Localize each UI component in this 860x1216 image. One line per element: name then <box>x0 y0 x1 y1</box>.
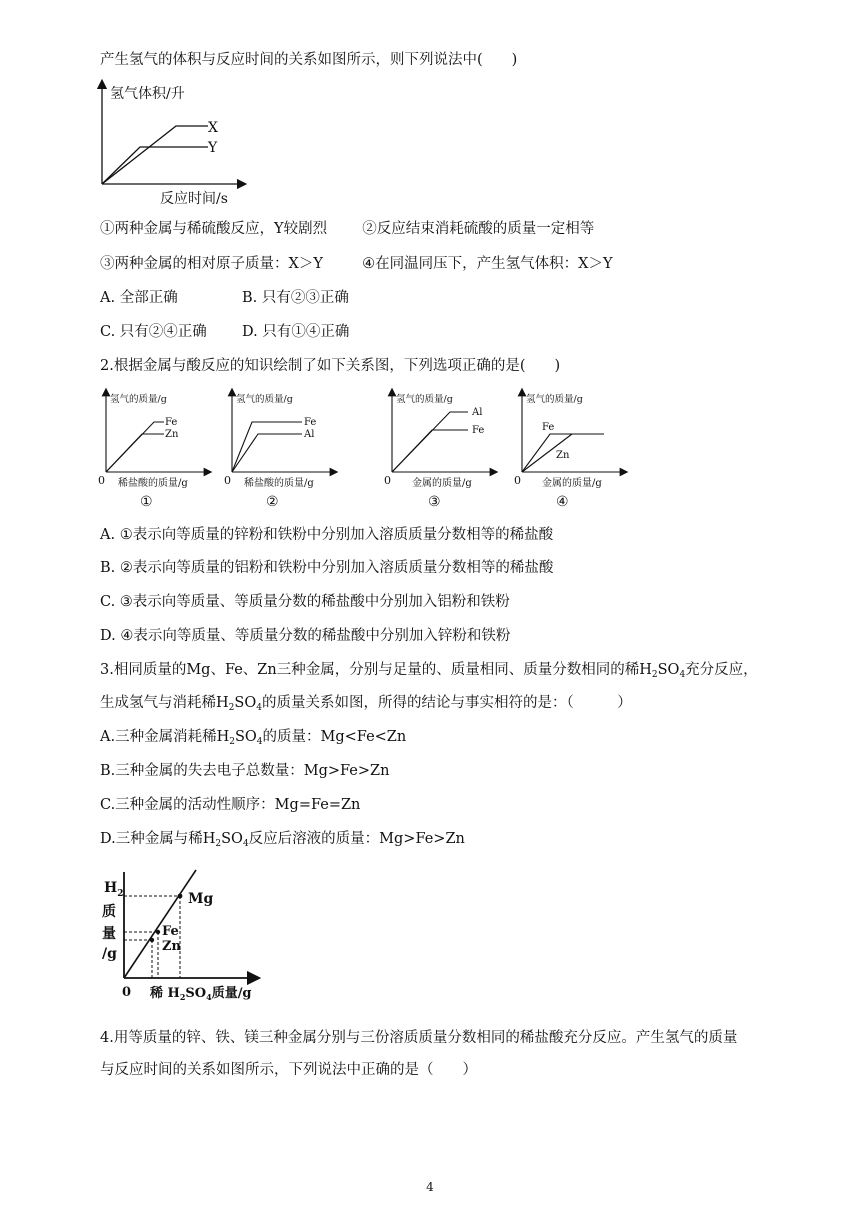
q3-ylabel-h2: $H_2$ <box>104 880 124 899</box>
q2-g2-number: ② <box>266 494 279 510</box>
q1-ylabel: 氢气体积/升 <box>110 86 185 102</box>
q1-series-y-label: Y <box>208 140 218 156</box>
q2-g3-series-fe: Fe <box>472 425 485 436</box>
q1-statements-row2 <box>100 254 613 274</box>
q2-g3-number: ③ <box>428 494 441 510</box>
q3-ylabel-zhi: 质 <box>102 904 116 920</box>
q3-graph <box>96 862 276 1007</box>
q2-g3-line-fe <box>392 430 468 472</box>
q2-stem: 2.根据金属与酸反应的知识绘制了如下关系图，下列选项正确的是( ) <box>100 358 561 374</box>
q2-option-a[interactable]: A. ①表示向等质量的锌粉和铁粉中分别加入溶质质量分数相等的稀盐酸 <box>100 527 554 543</box>
q1-option-a[interactable]: A. 全部正确 <box>100 290 178 306</box>
q2-g3-origin: 0 <box>384 474 391 487</box>
q3-label-zn: Zn <box>162 939 181 954</box>
q2-option-b[interactable]: B. ②表示向等质量的铝粉和铁粉中分别加入溶质质量分数相等的稀盐酸 <box>100 560 554 576</box>
q2-g4-series-fe: Fe <box>542 422 555 433</box>
page-number: 4 <box>426 1180 434 1194</box>
q2-g2-line-al <box>232 434 302 472</box>
q2-g4-xlabel: 金属的质量/g <box>542 478 602 489</box>
q3-stem-line1: 3.相同质量的Mg、Fe、Zn三种金属，分别与足量的、质量相同、质量分数相同的稀$H_2SO_4$充分反应， <box>100 662 758 680</box>
q1-statement-3: ③两种金属的相对原子质量：X＞Y <box>100 256 323 272</box>
q2-g1-line-fe <box>106 422 164 472</box>
q2-g2-xlabel: 稀盐酸的质量/g <box>244 478 314 489</box>
q2-g1-origin: 0 <box>98 474 105 487</box>
q2-g2-origin: 0 <box>224 474 231 487</box>
q1-option-c[interactable]: C. 只有②④正确 <box>100 324 207 340</box>
q1-statement-1: ①两种金属与稀硫酸反应，Y较剧烈 <box>100 221 328 237</box>
q1-statements-row1 <box>100 219 594 239</box>
q2-g4-number: ④ <box>556 494 569 510</box>
q1-intro: 产生氢气的体积与反应时间的关系如图所示，则下列说法中( ) <box>100 52 518 68</box>
q2-g1-line-zn <box>106 434 164 472</box>
q1-xlabel: 反应时间/s <box>160 191 228 207</box>
q3-ylabel-unit: /g <box>102 946 117 962</box>
q2-option-d[interactable]: D. ④表示向等质量、等质量分数的稀盐酸中分别加入锌粉和铁粉 <box>100 628 511 644</box>
q3-stem-line2: 生成氢气与消耗稀$H_2SO_4$的质量关系如图，所得的结论与事实相符的是：（ ） <box>100 695 632 713</box>
q3-option-b[interactable]: B.三种金属的失去电子总数量：Mg>Fe>Zn <box>100 763 390 779</box>
q2-g3-ylabel: 氢气的质量/g <box>396 394 453 405</box>
q2-g4-series-zn: Zn <box>556 450 570 461</box>
q2-graph-2 <box>222 386 342 516</box>
q3-option-c[interactable]: C.三种金属的活动性顺序：Mg=Fe=Zn <box>100 797 361 813</box>
q1-option-b[interactable]: B. 只有②③正确 <box>242 290 349 306</box>
q4-line2: 与反应时间的关系如图所示，下列说法中正确的是（ ） <box>100 1062 477 1078</box>
q2-g1-series-fe: Fe <box>165 417 178 428</box>
q1-line-x <box>102 126 208 184</box>
q2-graph-3 <box>382 386 502 516</box>
q2-graph-1 <box>96 386 216 516</box>
q3-xlabel: 稀 $H_2SO_4$质量/g <box>150 986 252 1002</box>
q2-g1-ylabel: 氢气的质量/g <box>110 394 167 405</box>
q3-option-d[interactable]: D.三种金属与稀$H_2SO_4$反应后溶液的质量：Mg>Fe>Zn <box>100 831 465 849</box>
q1-statement-2: ②反应结束消耗硫酸的质量一定相等 <box>362 221 595 237</box>
q2-g4-origin: 0 <box>514 474 521 487</box>
q2-g2-ylabel: 氢气的质量/g <box>236 394 293 405</box>
q1-statement-4: ④在同温同压下，产生氢气体积：X＞Y <box>362 256 613 272</box>
q2-g2-line-fe <box>232 422 302 472</box>
q3-origin: 0 <box>122 985 132 1000</box>
q3-ylabel-liang: 量 <box>102 926 116 942</box>
q2-g4-ylabel: 氢气的质量/g <box>526 394 583 405</box>
q3-line <box>124 870 196 978</box>
q2-graph-4 <box>512 386 632 516</box>
q2-g3-line-al <box>392 412 468 472</box>
q2-option-c[interactable]: C. ③表示向等质量、等质量分数的稀盐酸中分别加入铝粉和铁粉 <box>100 594 510 610</box>
q4-line1: 4.用等质量的锌、铁、镁三种金属分别与三份溶质质量分数相同的稀盐酸充分反应。产生氢气的质量 <box>100 1030 738 1046</box>
q1-graph <box>90 78 260 208</box>
q3-label-mg: Mg <box>188 891 214 907</box>
q2-g2-series-fe: Fe <box>304 417 317 428</box>
q2-g1-xlabel: 稀盐酸的质量/g <box>118 478 188 489</box>
q1-series-x-label: X <box>208 120 218 136</box>
q2-g1-series-zn: Zn <box>165 429 179 440</box>
q1-line-y <box>102 147 208 184</box>
q1-option-d[interactable]: D. 只有①④正确 <box>242 324 350 340</box>
q3-label-fe: Fe <box>162 924 179 939</box>
q2-g2-series-al: Al <box>304 429 315 440</box>
q2-g3-series-al: Al <box>472 407 483 418</box>
q2-g3-xlabel: 金属的质量/g <box>412 478 472 489</box>
q2-g1-number: ① <box>140 494 153 510</box>
q3-option-a[interactable]: A.三种金属消耗稀$H_2SO_4$的质量：Mg<Fe<Zn <box>100 729 407 747</box>
